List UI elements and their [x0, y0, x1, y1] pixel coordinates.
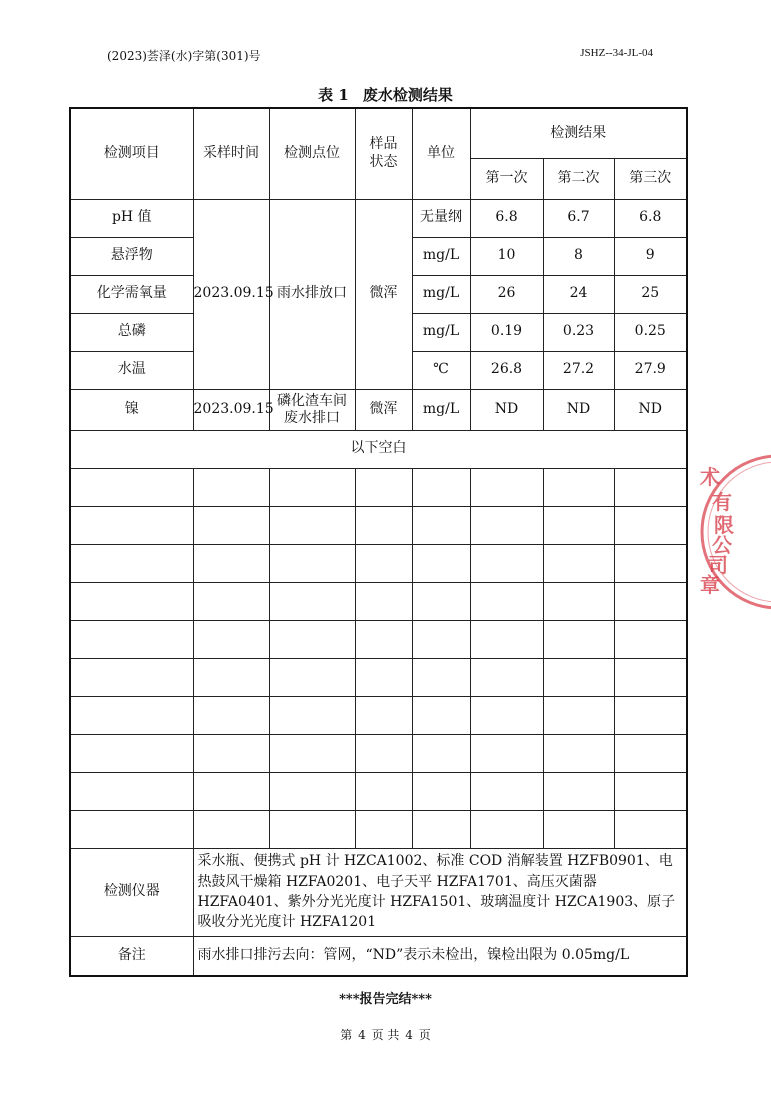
header-row [70, 108, 687, 158]
row-value-1: 10 [470, 237, 543, 275]
seal-character: 有 [712, 490, 732, 514]
remarks-text: 雨水排口排污去向：管网，“ND”表示未检出，镍检出限为 0.05mg/L [193, 936, 687, 976]
document-number: (2023)荟泽(水)字第(301)号 [107, 49, 261, 63]
group2-location-text: 磷化渣车间废水排口 [277, 393, 347, 426]
row-unit: mg/L [412, 389, 470, 430]
row-value-3: 6.8 [614, 199, 687, 237]
table-title [0, 84, 771, 105]
row-item: 化学需氧量 [70, 275, 193, 313]
row-value-2: ND [543, 389, 614, 430]
page-mid: 页 共 [371, 1028, 400, 1042]
header-location: 检测点位 [269, 108, 355, 199]
blank-note: 以下空白 [70, 430, 687, 468]
row-value-2: 24 [543, 275, 614, 313]
group1-state: 微浑 [355, 199, 412, 389]
group2-time: 2023.09.15 [193, 389, 269, 430]
table-title-text: 废水检测结果 [362, 86, 453, 104]
group2-location [269, 389, 355, 430]
page-number [0, 1026, 771, 1043]
row-value-1: 6.8 [470, 199, 543, 237]
row-value-2: 6.7 [543, 199, 614, 237]
header-unit: 单位 [412, 108, 470, 199]
page-current: 4 [358, 1028, 366, 1042]
row-item: pH 值 [70, 199, 193, 237]
row-value-3: 25 [614, 275, 687, 313]
row-value-1: 26 [470, 275, 543, 313]
row-value-2: 27.2 [543, 351, 614, 389]
row-unit: mg/L [412, 313, 470, 351]
header-first: 第一次 [470, 158, 543, 199]
row-item: 悬浮物 [70, 237, 193, 275]
blank-row [70, 506, 687, 544]
blank-row [70, 544, 687, 582]
seal-character: 司 [708, 553, 728, 577]
header-time: 采样时间 [193, 108, 269, 199]
instruments-text: 采水瓶、便携式 pH 计 HZCA1002、标准 COD 消解装置 HZFB0901、电热鼓风干燥箱 HZFA0201、电子天平 HZFA1701、高压灭菌器 HZFA0401、紫外分光光度计 HZFA1501、玻璃温度计 HZCA1903、原子吸收分光光度计 HZFA1201 [193, 848, 687, 936]
row-value-1: 26.8 [470, 351, 543, 389]
blank-note-row [70, 430, 687, 468]
group1-time: 2023.09.15 [193, 199, 269, 389]
row-value-2: 8 [543, 237, 614, 275]
header-third: 第三次 [614, 158, 687, 199]
row-unit: 无量纲 [412, 199, 470, 237]
row-value-2: 0.23 [543, 313, 614, 351]
row-unit: mg/L [412, 237, 470, 275]
row-item: 总磷 [70, 313, 193, 351]
blank-row [70, 658, 687, 696]
seal-character: 限 [714, 513, 734, 537]
report-end-marker: ***报告完结*** [339, 992, 432, 1007]
seal-character: 章 [700, 573, 720, 597]
row-item: 镍 [70, 389, 193, 430]
blank-row [70, 468, 687, 506]
table-title-label: 表 1 [318, 86, 349, 104]
page-total: 4 [405, 1028, 413, 1042]
document-code: JSHZ--34-JL-04 [580, 47, 653, 59]
instruments-row [70, 848, 687, 936]
page-suffix: 页 [418, 1028, 431, 1042]
row-value-3: 27.9 [614, 351, 687, 389]
blank-row [70, 810, 687, 848]
row-unit: ℃ [412, 351, 470, 389]
page-prefix: 第 [340, 1028, 353, 1042]
seal-character: 公 [712, 533, 732, 557]
blank-row [70, 734, 687, 772]
header-item: 检测项目 [70, 108, 193, 199]
remarks-row [70, 936, 687, 976]
blank-row [70, 696, 687, 734]
seal-character: 术 [700, 465, 720, 489]
company-seal-stamp [690, 452, 771, 612]
group1-location: 雨水排放口 [269, 199, 355, 389]
row-unit: mg/L [412, 275, 470, 313]
instruments-label: 检测仪器 [70, 848, 193, 936]
header-result: 检测结果 [470, 108, 687, 158]
blank-row [70, 620, 687, 658]
row-value-3: ND [614, 389, 687, 430]
header-state-text: 样品状态 [369, 136, 398, 170]
table-row [70, 199, 687, 237]
header-second: 第二次 [543, 158, 614, 199]
blank-row [70, 772, 687, 810]
row-value-1: ND [470, 389, 543, 430]
blank-row [70, 582, 687, 620]
group2-state: 微浑 [355, 389, 412, 430]
row-value-3: 0.25 [614, 313, 687, 351]
row-value-3: 9 [614, 237, 687, 275]
row-value-1: 0.19 [470, 313, 543, 351]
results-table [69, 107, 688, 977]
table-row [70, 389, 687, 430]
remarks-label: 备注 [70, 936, 193, 976]
row-item: 水温 [70, 351, 193, 389]
header-state [355, 108, 412, 199]
